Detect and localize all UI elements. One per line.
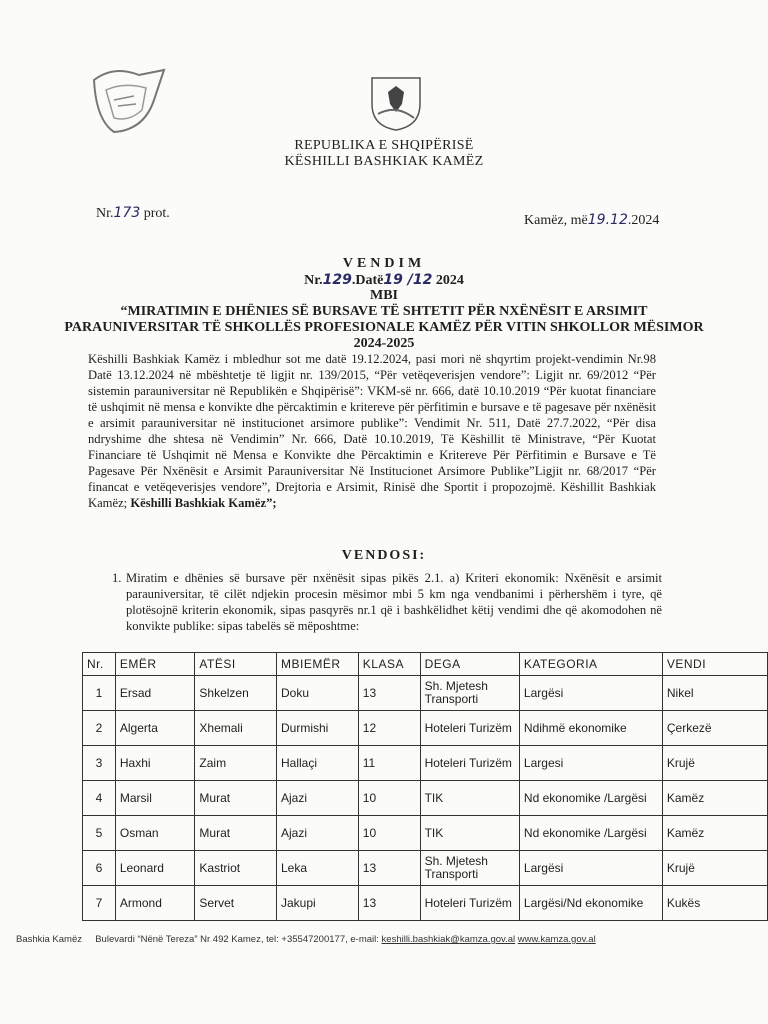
footer-email-link[interactable]: keshilli.bashkiak@kamza.gov.al <box>381 934 516 945</box>
table-row: 2 Algerta Xhemali Durmishi 12 Hoteleri Turizëm Ndihmë ekonomike Çerkezë <box>83 711 768 746</box>
decision-date-year: 2024 <box>432 273 464 288</box>
decision-word: VENDIM <box>342 256 426 271</box>
table-row: 3 Haxhi Zaim Hallaçi 11 Hoteleri Turizëm Largesi Krujë <box>83 746 768 781</box>
col-emer: EMËR <box>115 653 195 676</box>
council-heading: KËSHILLI BASHKIAK KAMËZ <box>284 154 484 169</box>
preamble-paragraph <box>88 351 656 511</box>
table-row: 4 Marsil Murat Ajazi 10 TIK Nd ekonomike /Largësi Kamëz <box>83 781 768 816</box>
date-year: .2024 <box>627 213 660 228</box>
protocol-handwritten-number: 173 <box>113 205 141 221</box>
place-date: Kamëz, më19.12.2024 <box>524 212 660 228</box>
protocol-number <box>96 205 170 222</box>
vendosi-heading: VENDOSI: <box>341 548 427 563</box>
footer-org: Bashkia Kamëz <box>16 934 83 945</box>
republic-heading: REPUBLIKA E SHQIPËRISË <box>294 138 474 153</box>
decision-date-handwritten: 19 /12 <box>383 272 433 288</box>
table-row: 5 Osman Murat Ajazi 10 TIK Nd ekonomike /Largësi Kamëz <box>83 816 768 851</box>
date-month: 12 <box>610 212 628 228</box>
protocol-suffix: prot. <box>140 206 170 221</box>
table-header-row <box>83 653 768 676</box>
decision-date-prefix: .Datë <box>351 273 384 288</box>
protocol-prefix: Nr. <box>96 206 114 221</box>
decision-number <box>60 272 708 289</box>
date-day: 19 <box>587 212 606 228</box>
col-nr: Nr. <box>83 653 116 676</box>
item-text: Miratim e dhënies së bursave për nxënësit sipas pikës 2.1. a) Kriteri ekonomik: Nxënësit e arsimit parauniversitar, të cilët ndjekin procesin mësimor mbi 5 km nga vendbanimi i përhershëm i tyre, që plotësojnë kriterin ekonomik, sipas pasqyrës nr.1 që i bashkëlidhet këtij vendimi dhe që akomodohen në konvikte publike: sipas tabelës së mëposhtme: <box>126 571 662 633</box>
col-atesi: ATËSI <box>195 653 277 676</box>
page-footer <box>16 934 756 945</box>
scholarship-table-wrapper <box>82 652 768 921</box>
decision-title: “MIRATIMIN E DHËNIES SË BURSAVE TË SHTETIT PËR NXËNËSIT E ARSIMIT PARAUNIVERSITAR TË SHKOLLËS PROFESIONALE KAMËZ PËR VITIN SHKOLLOR MËSIMOR 2024-2025 <box>64 304 704 351</box>
col-kategoria: KATEGORIA <box>519 653 662 676</box>
table-row: 7 Armond Servet Jakupi 13 Hoteleri Turizëm Largësi/Nd ekonomike Kukës <box>83 886 768 921</box>
place-prefix: Kamëz, më <box>524 213 588 228</box>
col-dega: DEGA <box>420 653 519 676</box>
decision-mbi: MBI <box>370 288 398 303</box>
scholarship-table <box>82 652 768 921</box>
decision-nr: 129 <box>322 272 352 288</box>
footer-website-link[interactable]: www.kamza.gov.al <box>517 934 596 945</box>
col-vendi: VENDI <box>662 653 767 676</box>
item-number: 1. <box>112 571 122 585</box>
footer-address: Bulevardi “Nënë Tereza” Nr 492 Kamez, tel: +35547200177, e-mail: <box>95 934 379 945</box>
table-row: 1 Ersad Shkelzen Doku 13 Sh. Mjetesh Transporti Largësi Nikel <box>83 676 768 711</box>
col-mbiemer: MBIEMËR <box>277 653 359 676</box>
decision-item-1 <box>112 570 662 634</box>
preamble-end: Këshilli Bashkiak Kamëz”; <box>127 496 277 510</box>
decision-nr-prefix: Nr. <box>304 273 323 288</box>
col-klasa: KLASA <box>358 653 420 676</box>
table-row: 6 Leonard Kastriot Leka 13 Sh. Mjetesh Transporti Largësi Krujë <box>83 851 768 886</box>
coat-of-arms-seal <box>368 74 424 132</box>
preamble-text: Këshilli Bashkiak Kamëz i mbledhur sot me datë 19.12.2024, pasi mori në shqyrtim projekt-vendimin Nr.98 Datë 13.12.2024 në mbështetje të ligjit nr. 139/2015, “Për vetëqeverisjen vendore”: Ligjit nr. 69/2012 “Për sistemin parauniversitar në Republikën e Shqipërisë”: VKM-së nr. 666, datë 10.10.2019 “Për kuotat financiare të ushqimit në mensa e konvikte dhe përcaktimin e kritereve për përfitimin e bursave e të pagesave për nxënësit e arsimit parauniversitar në institucionet arsimore publike”: Vendimit Nr. 511, Datë 27.7.2022, “Për disa ndryshime dhe shtesa në Vendimin” Nr. 666, Datë 10.10.2019, Të Këshillit të Ministrave, “Për Kuotat Financiare të Ushqimit në Mensa e Konvikte dhe Përcaktimin e Kritereve Për Përfitimin e Bursave e Të Pagesave Për Nxënësit e Arsimit Parauniversitar Në Institucionet Arsimore Publike”Ligjit nr. 68/2017 “Për financat e vetëqeverisjes vendore”, Drejtoria e Arsimit, Rinisë dhe Sportit i propozojmë. Këshillit Bashkiak Kamëz; <box>88 352 656 510</box>
municipality-seal-left <box>84 60 174 140</box>
